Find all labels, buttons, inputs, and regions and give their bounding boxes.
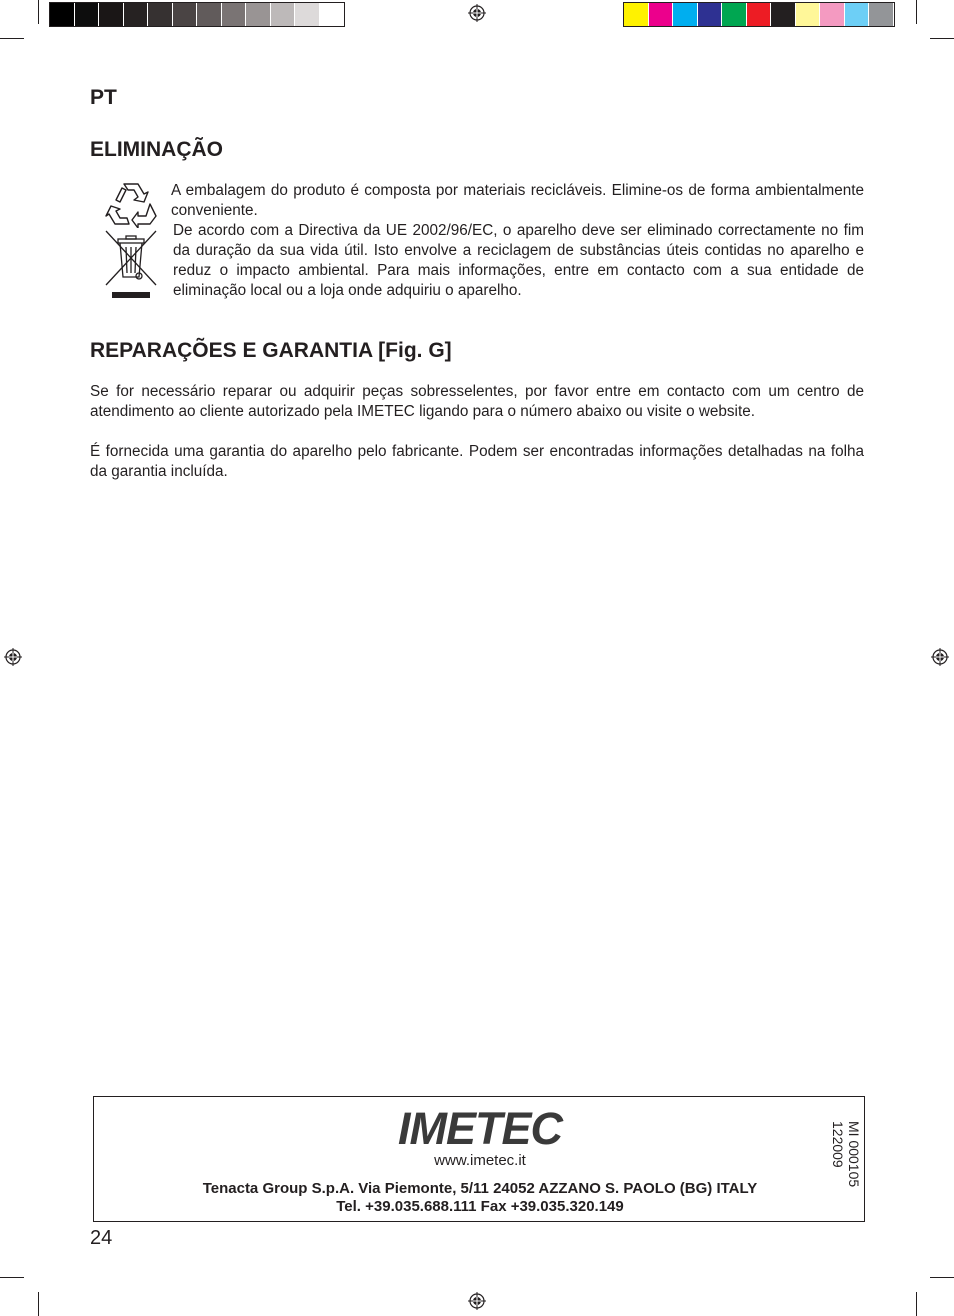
color-swatch: [295, 3, 320, 26]
color-swatch: [271, 3, 296, 26]
color-swatch: [124, 3, 149, 26]
warranty-paragraph: É fornecida uma garantia do aparelho pelo fabricante. Podem ser encontradas informações detalhadas na folha da garantia incluída.: [90, 443, 864, 480]
company-address: Tenacta Group S.p.A. Via Piemonte, 5/11 24052 AZZANO S. PAOLO (BG) ITALY: [202, 1180, 758, 1197]
color-swatch: [320, 3, 345, 26]
company-contact: Tel. +39.035.688.111 Fax +39.035.320.149: [336, 1198, 624, 1215]
repairs-heading: REPARAÇÕES E GARANTIA [Fig. G]: [90, 339, 452, 362]
process-color-bar: [623, 2, 895, 27]
color-swatch: [222, 3, 247, 26]
color-swatch: [148, 3, 173, 26]
color-swatch: [75, 3, 100, 26]
color-swatch: [99, 3, 124, 26]
page-number: 24: [90, 1227, 113, 1249]
crop-mark: [930, 1277, 954, 1278]
color-swatch: [649, 3, 674, 26]
color-swatch: [845, 3, 870, 26]
crop-mark: [930, 38, 954, 39]
crop-mark: [38, 1292, 39, 1316]
website-link[interactable]: www.imetec.it: [434, 1152, 526, 1169]
color-swatch: [197, 3, 222, 26]
document-code: [828, 1121, 862, 1201]
repairs-paragraph: Se for necessário reparar ou adquirir peças sobresselentes, por favor entre em contacto com um centro de atendimento ao cliente autorizado pela IMETEC ligando para o número abaixo ou visite o website.: [90, 383, 864, 420]
grayscale-color-bar: [49, 2, 345, 27]
color-swatch: [624, 3, 649, 26]
crop-mark: [0, 1277, 24, 1278]
recycle-icon: [104, 178, 158, 228]
crossed-bin-icon: [104, 229, 160, 301]
color-swatch: [698, 3, 723, 26]
imetec-logo: IMETEC: [397, 1103, 562, 1154]
document-code-line: MI 000105: [846, 1121, 862, 1188]
color-swatch: [673, 3, 698, 26]
language-code: PT: [90, 86, 117, 109]
color-swatch: [50, 3, 75, 26]
crop-mark: [38, 0, 39, 24]
color-swatch: [771, 3, 796, 26]
packaging-text: A embalagem do produto é composta por materiais recicláveis. Elimine-os de forma ambientalmente conveniente.: [171, 182, 864, 219]
weee-text: De acordo com a Directiva da UE 2002/96/EC, o aparelho deve ser eliminado correctamente no fim da duração da sua vida útil. Isto envolve a reciclagem de substâncias úteis contidas no aparelho e reduz o impacto ambiental. Para mais informações, entre em contacto com a sua entidade de eliminação local ou a loja onde adquiriu o aparelho.: [173, 222, 864, 299]
document-code-line: 122009: [830, 1121, 846, 1168]
registration-mark-icon: [468, 1292, 486, 1310]
color-swatch: [869, 3, 894, 26]
color-swatch: [820, 3, 845, 26]
registration-mark-icon: [4, 648, 22, 666]
color-swatch: [173, 3, 198, 26]
color-swatch: [246, 3, 271, 26]
registration-mark-icon: [931, 648, 949, 666]
crop-mark: [0, 38, 24, 39]
manufacturer-footer: [93, 1096, 865, 1222]
color-swatch: [747, 3, 772, 26]
crop-mark: [916, 1292, 917, 1316]
disposal-heading: ELIMINAÇÃO: [90, 138, 223, 161]
registration-mark-icon: [468, 4, 486, 22]
color-swatch: [722, 3, 747, 26]
color-swatch: [796, 3, 821, 26]
crop-mark: [916, 0, 917, 24]
